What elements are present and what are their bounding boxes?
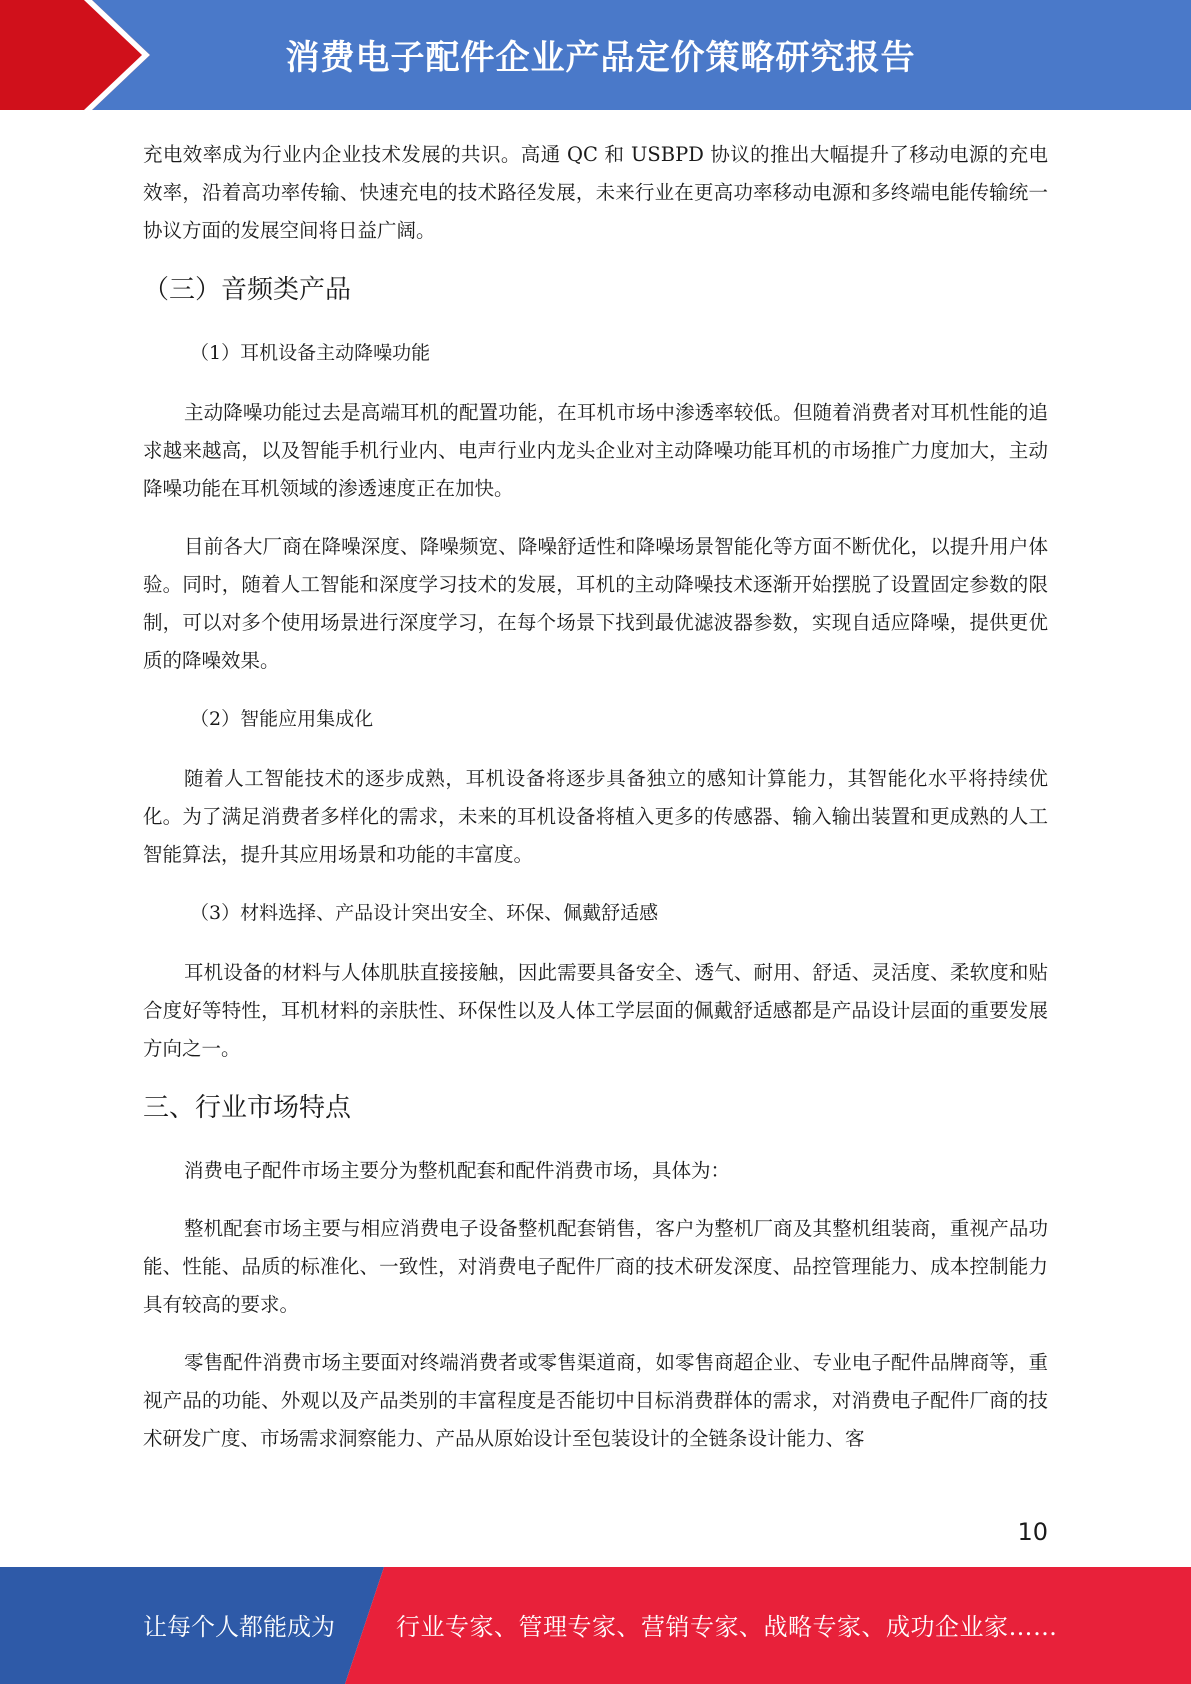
paragraph: 整机配套市场主要与相应消费电子设备整机配套销售，客户为整机厂商及其整机组装商，重视产品功能、性能、品质的标准化、一致性，对消费电子配件厂商的技术研发深度、品控管理能力、成本控制能力具有较高的要求。: [143, 1217, 1048, 1316]
paragraph: 零售配件消费市场主要面对终端消费者或零售渠道商，如零售商超企业、专业电子配件品牌商等，重视产品的功能、外观以及产品类别的丰富程度是否能切中目标消费群体的需求，对消费电子配件厂商的技术研发广度、市场需求洞察能力、产品从原始设计至包装设计的全链条设计能力、客: [143, 1351, 1048, 1450]
paragraph: 目前各大厂商在降噪深度、降噪频宽、降噪舒适性和降噪场景智能化等方面不断优化，以提升用户体验。同时，随着人工智能和深度学习技术的发展，耳机的主动降噪技术逐渐开始摆脱了设置固定参数的限制，可以对多个使用场景进行深度学习，在每个场景下找到最优滤波器参数，实现自适应降噪，提供更优质的降噪效果。: [143, 535, 1048, 672]
report-title: 消费电子配件企业产品定价策略研究报告: [285, 38, 916, 78]
page-footer: [0, 1567, 1191, 1684]
subheading-noise-cancelling: （1）耳机设备主动降噪功能: [190, 342, 431, 364]
page-body: [143, 136, 1048, 1478]
footer-slogan-right: 行业专家、管理专家、营销专家、战略专家、成功企业家……: [396, 1613, 1058, 1641]
paragraph: 充电效率成为行业内企业技术发展的共识。高通 QC 和 USBPD 协议的推出大幅提升了移动电源的充电效率，沿着高功率传输、快速充电的技术路径发展，未来行业在更高功率移动电源和多终端电能传输统一协议方面的发展空间将日益广阔。: [143, 143, 1048, 242]
subheading-materials: （3）材料选择、产品设计突出安全、环保、佩戴舒适感: [190, 902, 659, 924]
page-header: [0, 0, 1191, 110]
section-heading-audio: （三）音频类产品: [143, 275, 352, 305]
subheading-smart-integration: （2）智能应用集成化: [190, 708, 374, 730]
paragraph: 随着人工智能技术的逐步成熟，耳机设备将逐步具备独立的感知计算能力，其智能化水平将持续优化。为了满足消费者多样化的需求，未来的耳机设备将植入更多的传感器、输入输出装置和更成熟的人工智能算法，提升其应用场景和功能的丰富度。: [143, 767, 1048, 866]
paragraph: 消费电子配件市场主要分为整机配套和配件消费市场，具体为：: [184, 1159, 731, 1182]
paragraph: 耳机设备的材料与人体肌肤直接接触，因此需要具备安全、透气、耐用、舒适、灵活度、柔软度和贴合度好等特性，耳机材料的亲肤性、环保性以及人体工学层面的佩戴舒适感都是产品设计层面的重要发展方向之一。: [143, 961, 1048, 1060]
paragraph: 主动降噪功能过去是高端耳机的配置功能，在耳机市场中渗透率较低。但随着消费者对耳机性能的追求越来越高，以及智能手机行业内、电声行业内龙头企业对主动降噪功能耳机的市场推广力度加大，主动降噪功能在耳机领域的渗透速度正在加快。: [143, 401, 1048, 500]
section-heading-market: 三、行业市场特点: [143, 1093, 352, 1123]
footer-slogan-left: 让每个人都能成为: [143, 1613, 335, 1641]
page-number: 10: [1017, 1518, 1048, 1546]
